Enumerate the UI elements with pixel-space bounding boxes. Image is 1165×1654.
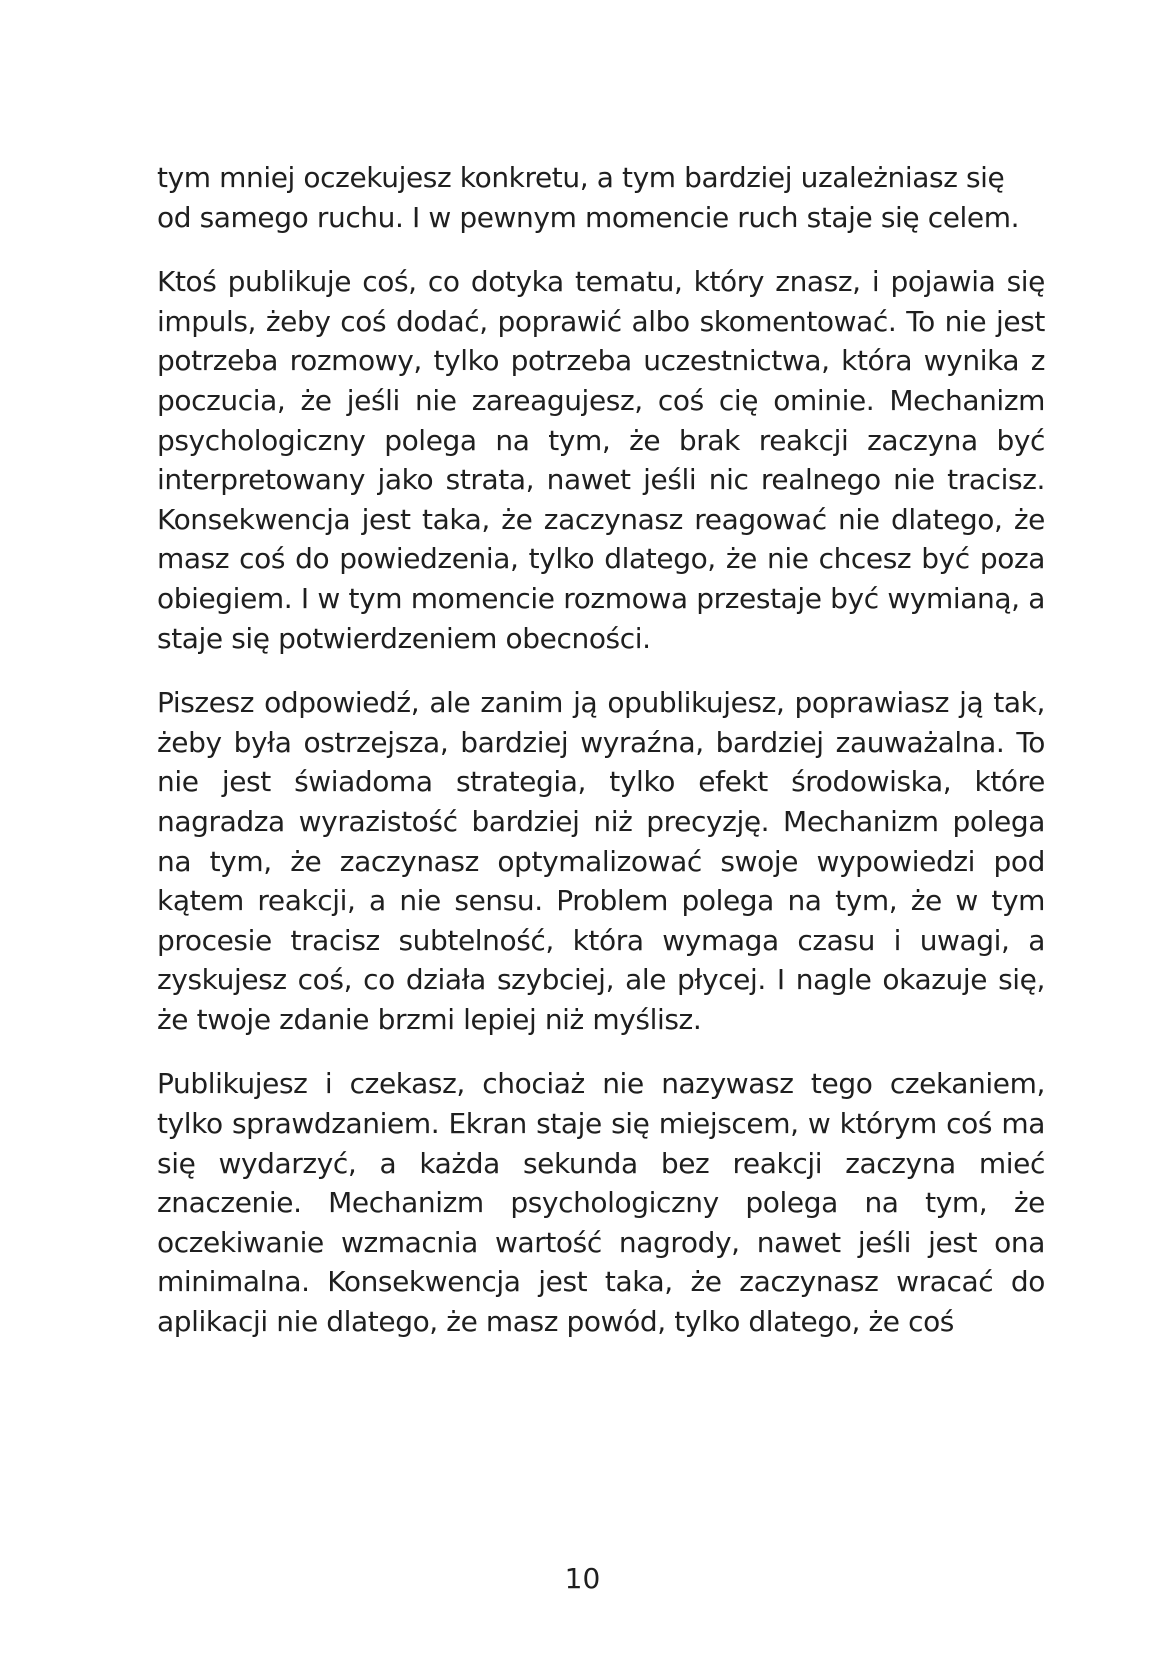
page-number: 10 [564,1562,601,1595]
body-text [157,158,1045,1367]
paragraph-4: Publikujesz i czekasz, chociaż nie nazywasz tego czekaniem, tylko sprawdzaniem. Ekran staje się miejscem, w którym coś ma się wydarzyć, a każda sekunda bez reakcji zaczyna mieć znaczenie. Mechanizm psychologiczny polega na tym, że oczekiwanie wzmacnia wartość nagrody, nawet jeśli jest ona minimalna. Konsekwencja jest taka, że zaczynasz wracać do aplikacji nie dlatego, że masz powód, tylko dlatego, że coś [157,1067,1045,1339]
paragraph-3: Piszesz odpowiedź, ale zanim ją opublikujesz, poprawiasz ją tak, żeby była ostrzejsza, bardziej wyraźna, bardziej zauważalna. To nie jest świadoma strategia, tylko efekt środowiska, które nagradza wyrazistość bardziej niż precyzję. Mechanizm polega na tym, że zaczynasz optymalizować swoje wypowiedzi pod kątem reakcji, a nie sensu. Problem polega na tym, że w tym procesie tracisz subtelność, która wymaga czasu i uwagi, a zyskujesz coś, co działa szybciej, ale płycej. I nagle okazuje się, że twoje zdanie brzmi lepiej niż myślisz. [157,686,1045,1036]
paragraph-2: Ktoś publikuje coś, co dotyka tematu, który znasz, i pojawia się impuls, żeby coś dodać, poprawić albo skomentować. To nie jest potrzeba rozmowy, tylko potrzeba uczestnictwa, która wynika z poczucia, że jeśli nie zareagujesz, coś cię ominie. Mechanizm psychologiczny polega na tym, że brak reakcji zaczyna być interpretowany jako strata, nawet jeśli nic realnego nie tracisz. Konsekwencja jest taka, że zaczynasz reagować nie dlatego, że masz coś do powiedzenia, tylko dlatego, że nie chcesz być poza obiegiem. I w tym momencie rozmowa przestaje być wymianą, a staje się potwierdzeniem obecności. [157,265,1045,655]
paragraph-1: tym mniej oczekujesz konkretu, a tym bardziej uzależniasz się od samego ruchu. I w pewnym momencie ruch staje się celem. [157,161,1020,234]
